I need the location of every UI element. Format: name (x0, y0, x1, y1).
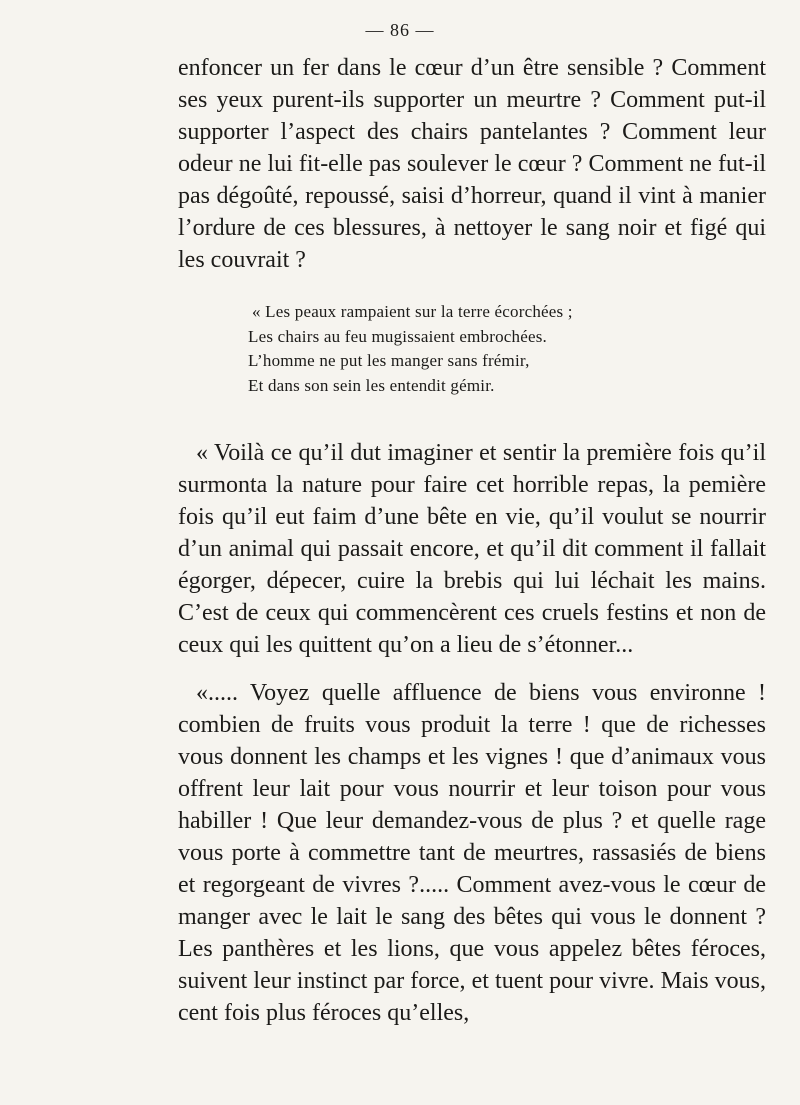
paragraph-quotation-1 (178, 437, 766, 661)
paragraph-text: enfoncer un fer dans le cœur d’un être sensible ? Comment ses yeux purent-ils supporter un meurtre ? Comment put-il supporter l’aspect des chairs pantelantes ? Comment leur odeur ne lui fit-elle pas soulever le cœur ? Comment ne fut-il pas dégoûté, repoussé, saisi d’horreur, quand il vint à manier l’ordure de ces blessures, à nettoyer le sang noir et figé qui les couvrait ? (178, 55, 766, 273)
paragraph-continuation (178, 52, 766, 276)
paragraph-text: «..... Voyez quelle affluence de biens vous environne ! combien de fruits vous produit la terre ! que de richesses vous donnent les champs et les vignes ! que d’animaux vous offrent leur lait pour vous nourrir et leur toison pour vous habiller ! Que leur demandez-vous de plus ? et quelle rage vous porte à commettre tant de meurtres, rassasiés de biens et regorgeant de vivres ?..... Comment avez-vous le cœur de manger avec le lait le sang des bêtes qui vous le donnent ? Les panthères et les lions, que vous appelez bêtes féroces, suivent leur instinct par force, et tuent pour vivre. Mais vous, cent fois plus féroces qu’elles, (178, 680, 766, 1026)
verse-line-1: « Les peaux rampaient sur la terre écorchées ; (252, 302, 573, 321)
paragraph-text: « Voilà ce qu’il dut imaginer et sentir la première fois qu’il surmonta la nature pour faire cet horrible repas, la pemière fois qu’il eut faim d’une bête en vie, qu’il voulut se nourrir d’un animal qui passait encore, et qu’il dit comment il fallait égorger, dépecer, cuire la brebis qui lui léchait les mains. C’est de ceux qui commencèrent ces cruels festins et non de ceux qui les quittent qu’on a lieu de s’étonner... (178, 440, 766, 658)
page-number: — 86 — (365, 20, 435, 40)
verse-line-3: L’homme ne put les manger sans frémir, (248, 351, 530, 370)
verse-line-2: Les chairs au feu mugissaient embrochées. (248, 326, 547, 346)
verse-quotation (248, 300, 573, 398)
paragraph-quotation-2 (178, 677, 766, 1029)
verse-line-4: Et dans son sein les entendit gémir. (248, 375, 495, 395)
